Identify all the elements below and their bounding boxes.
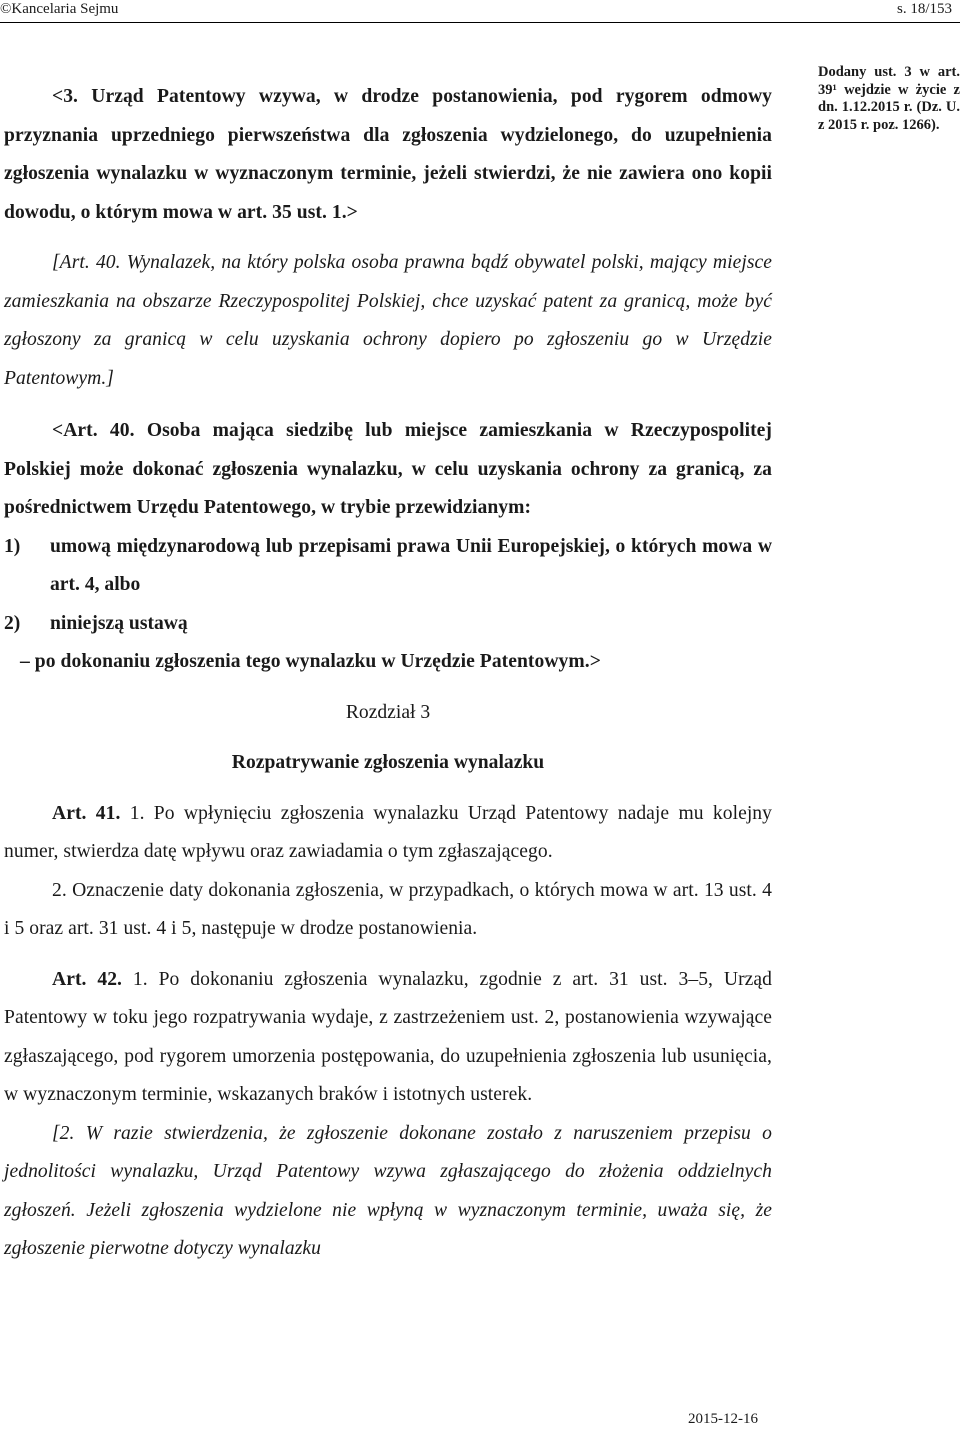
chapter-title: Rozpatrywanie zgłoszenia wynalazku	[231, 752, 545, 773]
header-page-number: s. 18/153	[896, 1, 952, 17]
list-item	[4, 528, 772, 605]
header-divider	[0, 22, 960, 23]
article-label: Art. 42.	[52, 968, 122, 990]
paragraph-art42-ust1	[4, 961, 772, 1115]
list-item-number: 1)	[4, 535, 21, 557]
paragraph-art42-ust2: [2. W razie stwierdzenia, że zgłoszenie dokonane zostało z naruszeniem przepisu o jednolitości wynalazku, Urząd Patentowy wzywa zgłaszającego do złożenia oddzielnych zgłoszeń. Jeżeli zgłoszenia wydzielone nie wpłyną w wyznaczonym terminie, uważa się, że zgłoszenie pierwotne dotyczy wynalazku	[4, 1122, 772, 1259]
article-label: Art. 41.	[52, 802, 121, 824]
list-item-number: 2)	[4, 612, 21, 634]
list-item-text: umową międzynarodową lub przepisami prawa Unii Europejskiej, o których mowa w art. 4, albo	[50, 535, 772, 595]
paragraph-art41-ust2: 2. Oznaczenie daty dokonania zgłoszenia, w przypadkach, o których mowa w art. 13 ust. 4 i 5 oraz art. 31 ust. 4 i 5, następuje w drodze postanowienia.	[4, 879, 772, 939]
paragraph-art40-new: <Art. 40. Osoba mająca siedzibę lub miejsce zamieszkania w Rzeczypospolitej Polskiej może dokonać zgłoszenia wynalazku, w celu uzyskania ochrony za granicą, za pośrednictwem Urzędu Patentowego, w trybie przewidzianym:	[4, 420, 772, 518]
header-copyright: ©Kancelaria Sejmu	[0, 1, 119, 17]
article-text: 1. Po dokonaniu zgłoszenia wynalazku, zgodnie z art. 31 ust. 3–5, Urząd Patentowy w toku jego rozpatrywania wydaje, z zastrzeżeniem ust. 2, postanowienia wzywające zgłaszającego, pod rygorem umorzenia postępowania, do uzupełnienia zgłoszenia lub usunięcia, w wyznaczonym terminie, wskazanych braków i istotnych usterek.	[4, 968, 772, 1105]
article-text: 1. Po wpłynięciu zgłoszenia wynalazku Urząd Patentowy nadaje mu kolejny numer, stwierdza datę wpływu oraz zawiadamia o tym zgłaszającego.	[4, 802, 773, 862]
list-item-text: niniejszą ustawą	[50, 612, 188, 634]
document-body	[4, 78, 772, 1269]
paragraph-art39-ust3: <3. Urząd Patentowy wzywa, w drodze postanowienia, pod rygorem odmowy przyznania uprzedniego pierwszeństwa dla zgłoszenia wydzielonego, do uzupełnienia zgłoszenia wynalazku w wyznaczonym terminie, jeżeli stwierdzi, że nie zawiera ono kopii dowodu, o którym mowa w art. 35 ust. 1.>	[4, 86, 772, 223]
chapter-heading: Rozdział 3	[345, 701, 431, 723]
list-item	[4, 605, 772, 644]
paragraph-art41-ust1	[4, 795, 772, 872]
paragraph-art40-old: [Art. 40. Wynalazek, na który polska osoba prawna bądź obywatel polski, mający miejsce zamieszkania na obszarze Rzeczypospolitej Polskiej, chce uzyskać patent za granicą, może być zgłoszony za granicą w celu uzyskania ochrony dopiero po zgłoszeniu go w Urzędzie Patentowym.]	[4, 252, 772, 389]
paragraph-art40-end: – po dokonaniu zgłoszenia tego wynalazku w Urzędzie Patentowym.>	[20, 651, 601, 672]
side-note: Dodany ust. 3 w art. 39¹ wejdzie w życie z dn. 1.12.2015 r. (Dz. U. z 2015 r. poz. 1266).	[818, 64, 960, 133]
footer-date: 2015-12-16	[688, 1411, 758, 1427]
